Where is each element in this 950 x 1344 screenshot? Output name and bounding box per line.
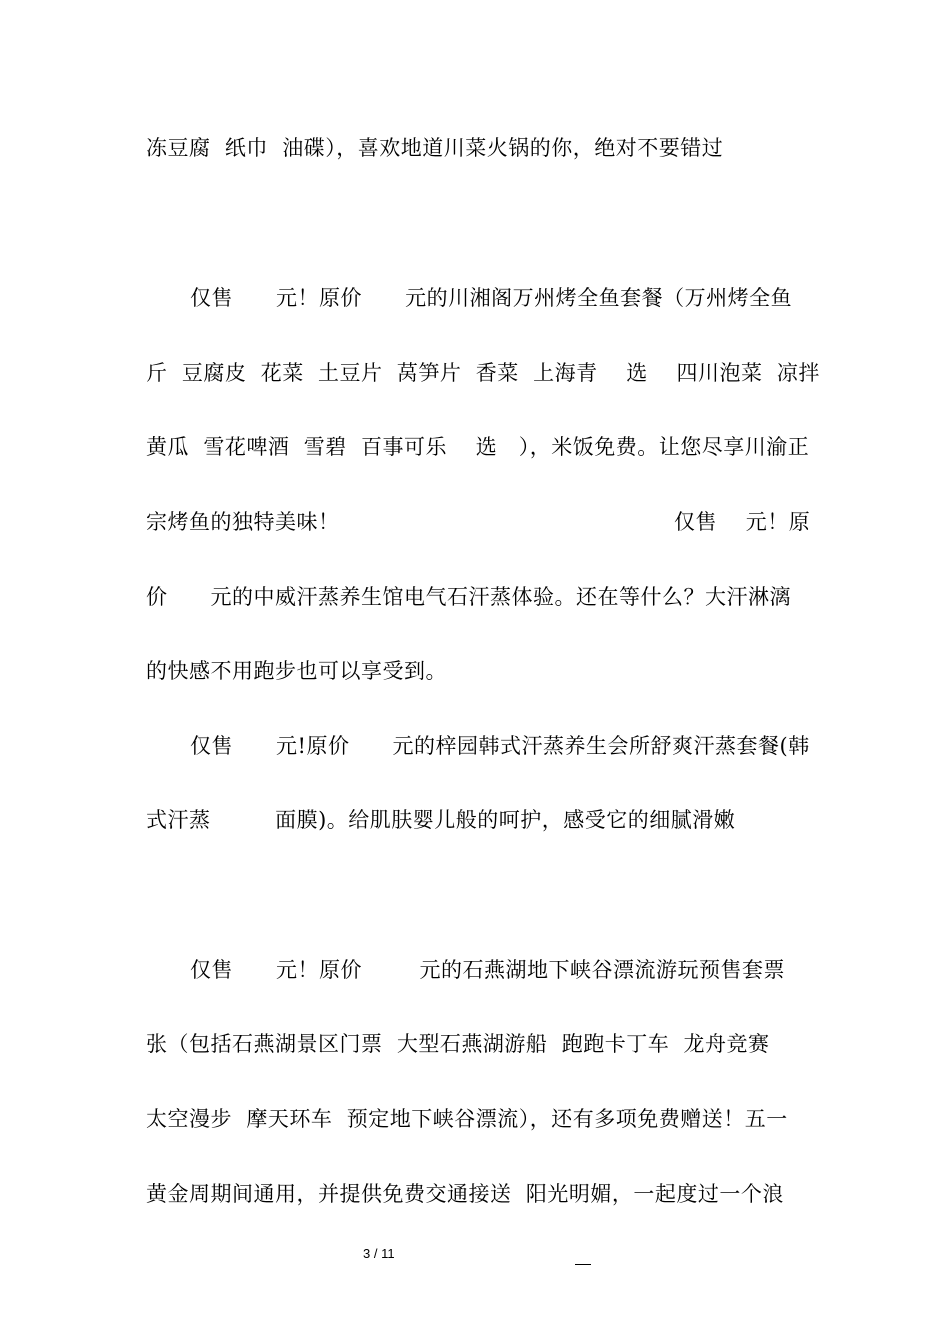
text-line-12: 太空漫步 摩天环车 预定地下峡谷漂流），还有多项免费赠送！五一 bbox=[146, 1107, 788, 1131]
text-line-2: 仅售 元！原价 元的川湘阁万州烤全鱼套餐（万州烤全鱼 bbox=[190, 286, 793, 310]
text-line-6: 价 元的中威汗蒸养生馆电气石汗蒸体验。还在等什么？大汗淋漓 bbox=[146, 585, 792, 609]
footer-rule bbox=[575, 1264, 591, 1265]
text-line-1: 冻豆腐 纸巾 油碟），喜欢地道川菜火锅的你，绝对不要错过 bbox=[146, 136, 724, 160]
text-line-3: 斤 豆腐皮 花菜 土豆片 莴笋片 香菜 上海青 选 四川泡菜 凉拌 bbox=[146, 361, 820, 385]
text-line-9: 式汗蒸 面膜)。给肌肤婴儿般的呵护，感受它的细腻滑嫩 bbox=[146, 808, 736, 832]
text-line-11: 张（包括石燕湖景区门票 大型石燕湖游船 跑跑卡丁车 龙舟竞赛 bbox=[146, 1032, 770, 1056]
page-number: 3 / 11 bbox=[363, 1246, 395, 1261]
page-footer bbox=[0, 1244, 950, 1268]
text-line-13: 黄金周期间通用，并提供免费交通接送 阳光明媚，一起度过一个浪 bbox=[146, 1182, 784, 1206]
text-line-8: 仅售 元!原价 元的梓园韩式汗蒸养生会所舒爽汗蒸套餐(韩 bbox=[190, 734, 810, 758]
text-line-5b: 仅售 元！原 bbox=[674, 510, 811, 534]
text-line-7: 的快感不用跑步也可以享受到。 bbox=[146, 659, 447, 683]
text-line-5: 宗烤鱼的独特美味！ bbox=[146, 510, 340, 534]
text-line-10: 仅售 元！原价 元的石燕湖地下峡谷漂流游玩预售套票 bbox=[190, 958, 785, 982]
text-line-4: 黄瓜 雪花啤酒 雪碧 百事可乐 选 ），米饭免费。让您尽享川渝正 bbox=[146, 435, 810, 459]
